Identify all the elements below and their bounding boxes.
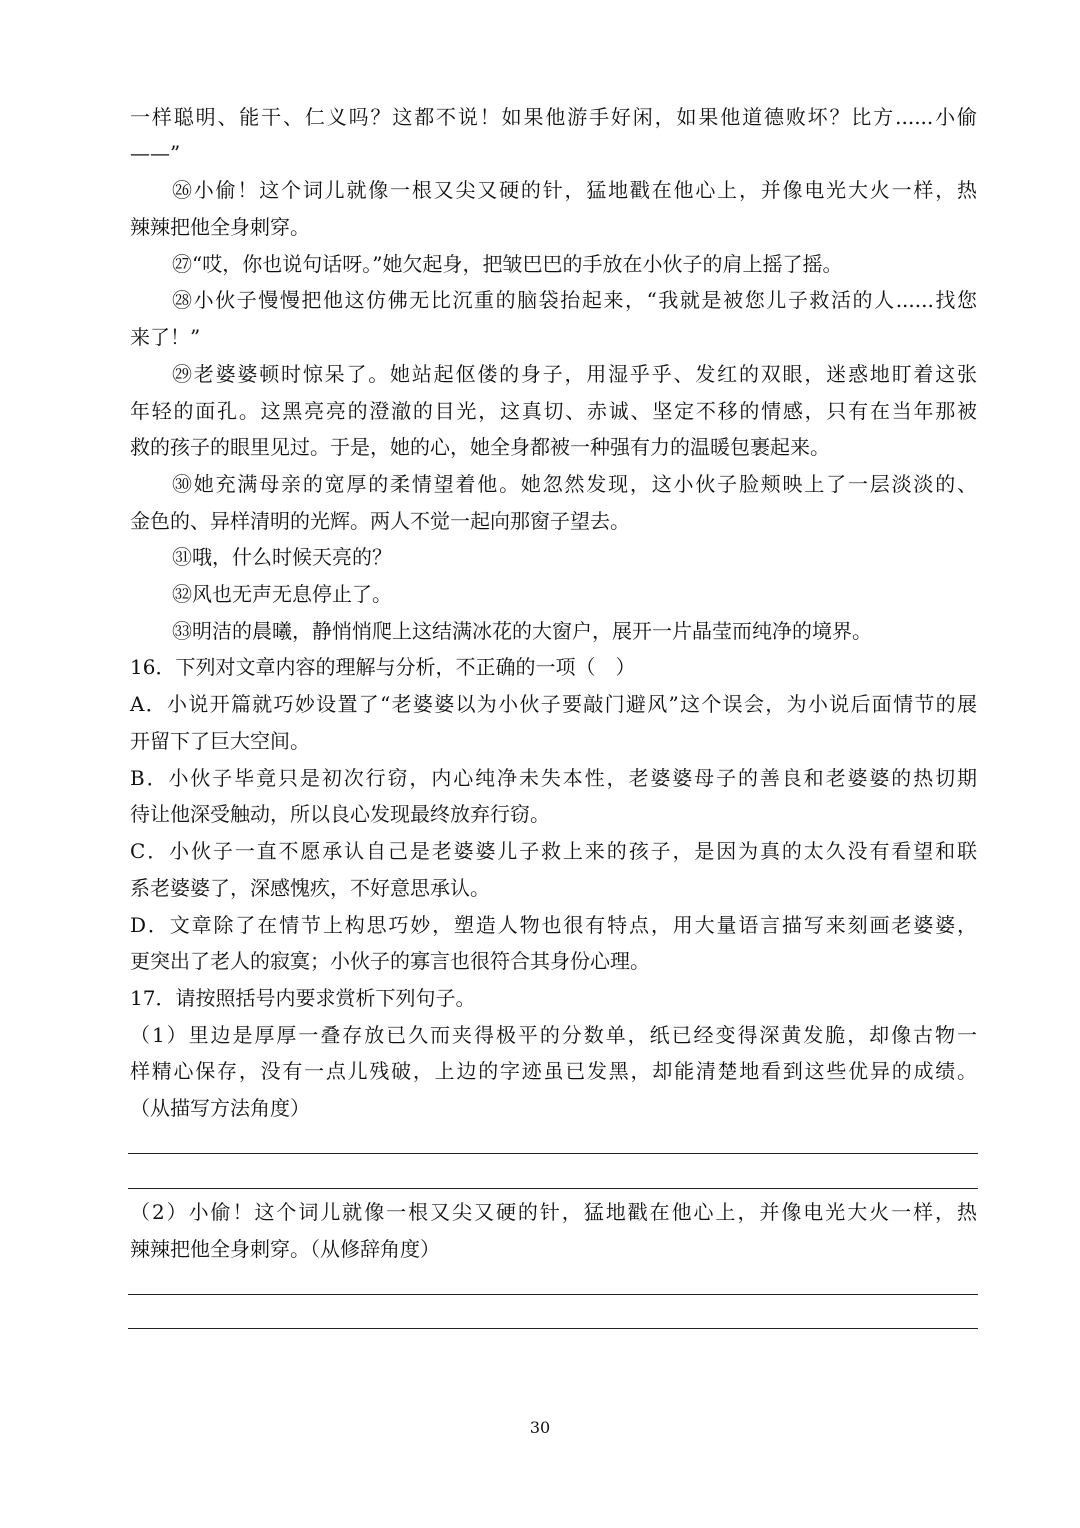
- question-17-2: （2）小偷！这个词儿就像一根又尖又硬的针，猛地戳在他心上，并像电光大火一样，热: [130, 1200, 977, 1224]
- answer-line[interactable]: [128, 1153, 978, 1154]
- question-17-1: 样精心保存，没有一点儿残破，上边的字迹虽已发黑，却能清楚地看到这些优异的成绩。: [130, 1059, 977, 1083]
- paragraph-26: 辣辣把他全身刺穿。: [130, 215, 310, 239]
- question-16-stem: 16．下列对文章内容的理解与分析，不正确的一项（ ）: [130, 655, 636, 679]
- question-17-1: （从描写方法角度）: [130, 1096, 310, 1120]
- paragraph-28: 来了！”: [130, 325, 201, 349]
- option-b: 待让他深受触动，所以良心发现最终放弃行窃。: [130, 802, 550, 826]
- question-17-1: （1）里边是厚厚一叠存放已久而夹得极平的分数单，纸已经变得深黄发脆，却像古物一: [130, 1023, 977, 1047]
- answer-line[interactable]: [128, 1188, 978, 1189]
- question-17-stem: 17．请按照括号内要求赏析下列句子。: [130, 986, 476, 1010]
- option-b: B．小伙子毕竟只是初次行窃，内心纯净未失本性，老婆婆母子的善良和老婆婆的热切期: [130, 766, 977, 790]
- paragraph-29: 年轻的面孔。这黑亮亮的澄澈的目光，这真切、赤诚、坚定不移的情感，只有在当年那被: [130, 399, 977, 423]
- answer-line[interactable]: [128, 1294, 978, 1295]
- paragraph-31: ㉛哦，什么时候天亮的？: [172, 545, 392, 569]
- option-c: 系老婆婆了，深感愧疚，不好意思承认。: [130, 876, 490, 900]
- answer-line[interactable]: [128, 1328, 978, 1329]
- question-17-2: 辣辣把他全身刺穿。（从修辞角度）: [130, 1237, 440, 1261]
- paragraph-27: ㉗“哎，你也说句话呀。”她欠起身，把皱巴巴的手放在小伙子的肩上摇了摇。: [172, 252, 843, 276]
- paragraph-29: 救的孩子的眼里见过。于是，她的心，她全身都被一种强有力的温暖包裹起来。: [130, 435, 830, 459]
- passage-line: 一样聪明、能干、仁义吗？这都不说！如果他游手好闲，如果他道德败坏？比方......小偷: [130, 105, 977, 129]
- paragraph-26: ㉖小偷！这个词儿就像一根又尖又硬的针，猛地戳在他心上，并像电光大火一样，热: [172, 178, 977, 202]
- paragraph-29: ㉙老婆婆顿时惊呆了。她站起伛偻的身子，用湿乎乎、发红的双眼，迷惑地盯着这张: [172, 362, 977, 386]
- option-a: A．小说开篇就巧妙设置了“老婆婆以为小伙子要敲门避风”这个误会，为小说后面情节的展: [130, 692, 977, 716]
- option-d: D．文章除了在情节上构思巧妙，塑造人物也很有特点，用大量语言描写来刻画老婆婆，: [130, 913, 977, 937]
- paragraph-33: ㉝明洁的晨曦，静悄悄爬上这结满冰花的大窗户，展开一片晶莹而纯净的境界。: [172, 619, 872, 643]
- paragraph-30: 金色的、异样清明的光辉。两人不觉一起向那窗子望去。: [130, 509, 630, 533]
- option-c: C．小伙子一直不愿承认自己是老婆婆儿子救上来的孩子，是因为真的太久没有看望和联: [130, 839, 977, 863]
- paragraph-30: ㉚她充满母亲的宽厚的柔情望着他。她忽然发现，这小伙子脸颊映上了一层淡淡的、: [172, 472, 977, 496]
- paragraph-32: ㉜风也无声无息停止了。: [172, 582, 392, 606]
- passage-line: ——”: [130, 141, 181, 165]
- page-number: 30: [529, 1418, 551, 1437]
- paragraph-28: ㉘小伙子慢慢把他这仿佛无比沉重的脑袋抬起来，“我就是被您儿子救活的人......找您: [172, 288, 977, 312]
- option-d: 更突出了老人的寂寞；小伙子的寡言也很符合其身份心理。: [130, 949, 650, 973]
- option-a: 开留下了巨大空间。: [130, 729, 310, 753]
